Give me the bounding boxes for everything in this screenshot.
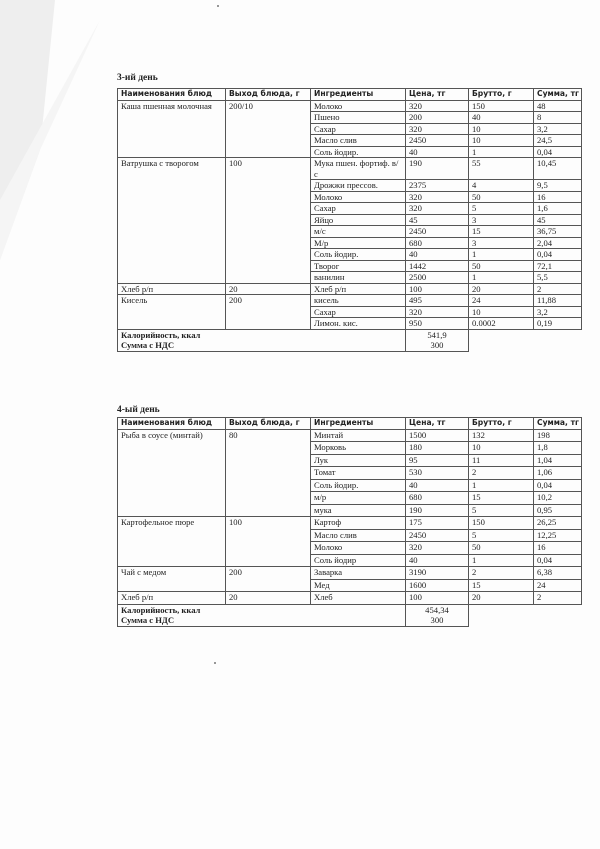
ingredient: Томат <box>311 467 406 480</box>
amount: 0,04 <box>534 554 582 567</box>
price: 190 <box>406 158 469 180</box>
price: 680 <box>406 237 469 249</box>
ingredient: Хлеб <box>311 592 406 605</box>
calories-value: 541,9 <box>406 329 469 340</box>
ingredient: Масло слив <box>311 529 406 542</box>
gross-weight: 3 <box>469 214 534 226</box>
amount: 16 <box>534 542 582 555</box>
price: 320 <box>406 542 469 555</box>
table-row <box>118 158 582 180</box>
dish-yield: 100 <box>226 517 311 567</box>
price: 200 <box>406 112 469 124</box>
gross-weight: 1 <box>469 554 534 567</box>
calories-value: 454,34 <box>406 604 469 615</box>
ingredient: мука <box>311 504 406 517</box>
price: 320 <box>406 191 469 203</box>
ingredient: Сахар <box>311 306 406 318</box>
amount: 11,88 <box>534 295 582 307</box>
ingredient: Сахар <box>311 123 406 135</box>
amount: 10,45 <box>534 158 582 180</box>
table-row <box>118 100 582 112</box>
amount: 0,04 <box>534 249 582 261</box>
ingredient: Молоко <box>311 100 406 112</box>
amount: 26,25 <box>534 517 582 530</box>
dish-name: Хлеб р/п <box>118 283 226 295</box>
price: 190 <box>406 504 469 517</box>
gross-weight: 11 <box>469 454 534 467</box>
table-row <box>118 283 582 295</box>
dish-name: Кисель <box>118 295 226 330</box>
ingredient: Соль йодир. <box>311 146 406 158</box>
price: 100 <box>406 283 469 295</box>
ingredient: Пшено <box>311 112 406 124</box>
ingredient: Мука пшен. фортиф. в/с <box>311 158 406 180</box>
gross-weight: 50 <box>469 191 534 203</box>
calories-label: Калорийность, ккал <box>118 604 406 615</box>
dish-yield: 80 <box>226 429 311 517</box>
gross-weight: 150 <box>469 100 534 112</box>
gross-weight: 1 <box>469 146 534 158</box>
price: 680 <box>406 492 469 505</box>
ingredient: Соль йодир. <box>311 479 406 492</box>
amount: 24 <box>534 579 582 592</box>
table-row <box>118 567 582 580</box>
gross-weight: 1 <box>469 272 534 284</box>
amount: 1,6 <box>534 203 582 215</box>
gross-weight: 10 <box>469 306 534 318</box>
header-row <box>118 89 582 101</box>
price: 175 <box>406 517 469 530</box>
price: 45 <box>406 214 469 226</box>
amount: 2 <box>534 592 582 605</box>
table-row <box>118 295 582 307</box>
ingredient: ванилин <box>311 272 406 284</box>
dish-yield: 200 <box>226 295 311 330</box>
amount: 0,19 <box>534 318 582 330</box>
gross-weight: 132 <box>469 429 534 442</box>
amount: 16 <box>534 191 582 203</box>
dish-name: Картофельное пюре <box>118 517 226 567</box>
column-header: Наименования блюд <box>118 418 226 430</box>
amount: 36,75 <box>534 226 582 238</box>
dish-name: Каша пшенная молочная <box>118 100 226 158</box>
day-title: 3-ий день <box>117 73 158 83</box>
ingredient: Морковь <box>311 442 406 455</box>
amount: 5,5 <box>534 272 582 284</box>
amount: 2 <box>534 283 582 295</box>
table-row <box>118 429 582 442</box>
dish-yield: 200/10 <box>226 100 311 158</box>
price: 100 <box>406 592 469 605</box>
amount: 24,5 <box>534 135 582 147</box>
gross-weight: 3 <box>469 237 534 249</box>
price: 180 <box>406 442 469 455</box>
amount: 3,2 <box>534 123 582 135</box>
amount: 198 <box>534 429 582 442</box>
gross-weight: 55 <box>469 158 534 180</box>
column-header: Сумма, тг <box>534 418 582 430</box>
dish-yield: 200 <box>226 567 311 592</box>
price: 40 <box>406 249 469 261</box>
column-header: Сумма, тг <box>534 89 582 101</box>
scan-speck <box>214 662 216 664</box>
gross-weight: 10 <box>469 123 534 135</box>
price: 2450 <box>406 226 469 238</box>
gross-weight: 5 <box>469 504 534 517</box>
gross-weight: 5 <box>469 529 534 542</box>
ingredient: Сахар <box>311 203 406 215</box>
column-header: Цена, тг <box>406 418 469 430</box>
ingredient: Молоко <box>311 542 406 555</box>
price: 530 <box>406 467 469 480</box>
gross-weight: 50 <box>469 260 534 272</box>
ingredient: Хлеб р/п <box>311 283 406 295</box>
column-header: Ингредиенты <box>311 418 406 430</box>
amount: 45 <box>534 214 582 226</box>
price: 3190 <box>406 567 469 580</box>
dish-yield: 20 <box>226 283 311 295</box>
scan-speck <box>217 5 219 7</box>
dish-name: Чай с медом <box>118 567 226 592</box>
price: 2450 <box>406 529 469 542</box>
ingredient: м/р <box>311 492 406 505</box>
dish-yield: 100 <box>226 158 311 284</box>
gross-weight: 15 <box>469 226 534 238</box>
header-row <box>118 418 582 430</box>
dish-name: Рыба в соусе (минтай) <box>118 429 226 517</box>
gross-weight: 20 <box>469 283 534 295</box>
amount: 1,8 <box>534 442 582 455</box>
amount: 9,5 <box>534 180 582 192</box>
column-header: Ингредиенты <box>311 89 406 101</box>
price: 1442 <box>406 260 469 272</box>
total-label: Сумма с НДС <box>118 340 406 351</box>
gross-weight: 5 <box>469 203 534 215</box>
amount: 48 <box>534 100 582 112</box>
amount: 1,06 <box>534 467 582 480</box>
ingredient: м/с <box>311 226 406 238</box>
amount: 0,95 <box>534 504 582 517</box>
ingredient: Лимон. кис. <box>311 318 406 330</box>
ingredient: Молоко <box>311 191 406 203</box>
ingredient: Творог <box>311 260 406 272</box>
gross-weight: 40 <box>469 112 534 124</box>
gross-weight: 1 <box>469 249 534 261</box>
total-label: Сумма с НДС <box>118 615 406 626</box>
total-value: 300 <box>406 340 469 351</box>
ingredient: Масло слив <box>311 135 406 147</box>
amount: 1,04 <box>534 454 582 467</box>
price: 40 <box>406 146 469 158</box>
price: 320 <box>406 100 469 112</box>
column-header: Цена, тг <box>406 89 469 101</box>
price: 950 <box>406 318 469 330</box>
amount: 72,1 <box>534 260 582 272</box>
menu-table-day-3 <box>117 88 582 352</box>
ingredient: Лук <box>311 454 406 467</box>
gross-weight: 15 <box>469 492 534 505</box>
price: 320 <box>406 306 469 318</box>
table-row <box>118 592 582 605</box>
ingredient: М/р <box>311 237 406 249</box>
gross-weight: 4 <box>469 180 534 192</box>
amount: 8 <box>534 112 582 124</box>
day-title: 4-ый день <box>117 405 160 415</box>
gross-weight: 0.0002 <box>469 318 534 330</box>
gross-weight: 2 <box>469 467 534 480</box>
gross-weight: 150 <box>469 517 534 530</box>
amount: 12,25 <box>534 529 582 542</box>
ingredient: Мед <box>311 579 406 592</box>
price: 40 <box>406 479 469 492</box>
ingredient: Соль йодир <box>311 554 406 567</box>
price: 95 <box>406 454 469 467</box>
gross-weight: 24 <box>469 295 534 307</box>
price: 2375 <box>406 180 469 192</box>
gross-weight: 20 <box>469 592 534 605</box>
amount: 3,2 <box>534 306 582 318</box>
ingredient: Заварка <box>311 567 406 580</box>
column-header: Наименования блюд <box>118 89 226 101</box>
ingredient: Яйцо <box>311 214 406 226</box>
ingredient: Соль йодир. <box>311 249 406 261</box>
amount: 10,2 <box>534 492 582 505</box>
column-header: Выход блюда, г <box>226 418 311 430</box>
ingredient: кисель <box>311 295 406 307</box>
calories-label: Калорийность, ккал <box>118 329 406 340</box>
gross-weight: 10 <box>469 135 534 147</box>
menu-table-day-4 <box>117 417 582 627</box>
amount: 2,04 <box>534 237 582 249</box>
price: 2500 <box>406 272 469 284</box>
column-header: Брутто, г <box>469 89 534 101</box>
column-header: Брутто, г <box>469 418 534 430</box>
dish-name: Хлеб р/п <box>118 592 226 605</box>
price: 495 <box>406 295 469 307</box>
table-row <box>118 517 582 530</box>
price: 320 <box>406 123 469 135</box>
price: 2450 <box>406 135 469 147</box>
dish-yield: 20 <box>226 592 311 605</box>
amount: 0,04 <box>534 146 582 158</box>
column-header: Выход блюда, г <box>226 89 311 101</box>
gross-weight: 1 <box>469 479 534 492</box>
amount: 6,38 <box>534 567 582 580</box>
dish-name: Ватрушка с творогом <box>118 158 226 284</box>
price: 1600 <box>406 579 469 592</box>
amount: 0,04 <box>534 479 582 492</box>
gross-weight: 15 <box>469 579 534 592</box>
gross-weight: 50 <box>469 542 534 555</box>
gross-weight: 10 <box>469 442 534 455</box>
price: 40 <box>406 554 469 567</box>
price: 320 <box>406 203 469 215</box>
gross-weight: 2 <box>469 567 534 580</box>
ingredient: Минтай <box>311 429 406 442</box>
ingredient: Картоф <box>311 517 406 530</box>
ingredient: Дрожжи прессов. <box>311 180 406 192</box>
total-value: 300 <box>406 615 469 626</box>
price: 1500 <box>406 429 469 442</box>
